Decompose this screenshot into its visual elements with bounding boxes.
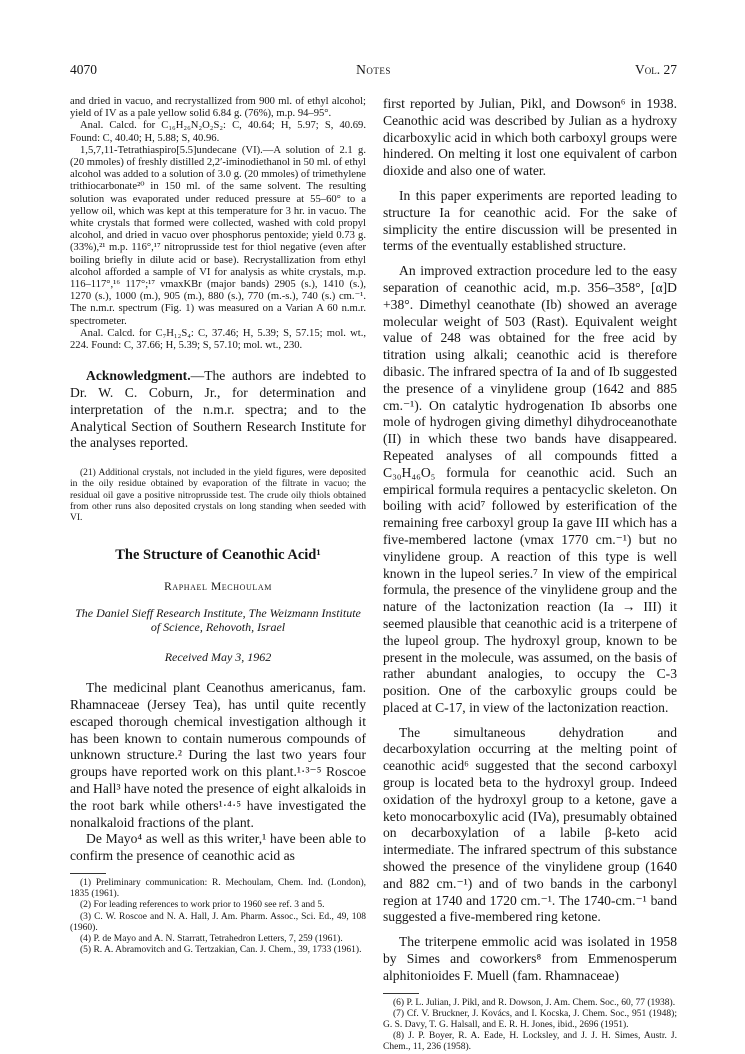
- page-number: 4070: [70, 62, 97, 77]
- affiliation: The Daniel Sieff Research Institute, The Weizmann Institute of Science, Rehovoth, Israel: [75, 606, 361, 635]
- author: Raphael Mechoulam: [164, 581, 272, 594]
- footnote-6: (6) P. L. Julian, J. Pikl, and R. Dowson, J. Am. Chem. Soc., 60, 77 (1938).: [393, 997, 676, 1008]
- right-paragraph-1: first reported by Julian, Pikl, and Dowson⁶ in 1938. Ceanothic acid was described by Julian as a hydroxy dicarboxylic acid in which both carboxyl groups were hindered. On melting it lost one equivalent of carbon dioxide and also one of water.: [383, 96, 677, 179]
- acknowledgment-label: Acknowledgment.: [86, 368, 191, 384]
- right-column: [383, 96, 677, 1054]
- footnote-5: (5) R. A. Abramovitch and G. Tertzakian, Can. J. Chem., 39, 1733 (1961).: [80, 945, 362, 956]
- running-title: Notes: [356, 62, 391, 77]
- page-header: [70, 62, 677, 80]
- left-column: [70, 96, 366, 956]
- experimental-text-1: and dried in vacuo, and recrystallized from 900 ml. of ethyl alcohol; yield of IV as a pale yellow solid 6.84 g. (76%), m.p. 94–95°.: [70, 96, 366, 120]
- right-paragraph-4: The simultaneous dehydration and decarboxylation occurring at the melting point of ceanothic acid⁶ suggested that the second carboxyl group is located beta to the hydroxyl group. Indeed oxidation of the hydroxyl group to a ketone, gave a keto monocarboxylic acid (IVa), presumably obtained on decarboxylation of a labile β-keto acid intermediate. The infrared spectrum of this substance showed the presence of the vinylidene group (1640 and 882 cm.⁻¹) and of two bands in the carbonyl region at 1740 and 1720 cm.⁻¹. The 1740-cm.⁻¹ band suggested a five-membered ring ketone.: [383, 724, 677, 925]
- acknowledgment: [70, 368, 366, 452]
- body-paragraph-2: De Mayo⁴ as well as this writer,¹ have been able to confirm the presence of ceanothic acid as: [70, 831, 366, 864]
- footnote-8: (8) J. P. Boyer, R. A. Eade, H. Locksley, and J. J. H. Simes, Austr. J. Chem., 11, 236 (1958).: [383, 1031, 677, 1053]
- volume-label: Vol. 27: [635, 62, 677, 77]
- footnote-4: (4) P. de Mayo and A. N. Starratt, Tetrahedron Letters, 7, 259 (1961).: [80, 934, 343, 945]
- footnote-21: (21) Additional crystals, not included in the yield figures, were deposited in the oily residue obtained by evaporation of the filtrate in vacuo; the residual oil gave a positive nitroprusside test. The crude oily thiols obtained from other runs also deposited crystals on long standing when seeded with VI.: [70, 468, 366, 524]
- experimental-analysis-2: Anal. Calcd. for C₇H₁₂S₄: C, 37.46; H, 5.39; S, 57.15; mol. wt., 224. Found: C, 37.66; H, 5.39; S, 57.10; mol. wt., 230.: [70, 327, 366, 352]
- footnote-2: (2) For leading references to work prior to 1960 see ref. 3 and 5.: [80, 900, 325, 911]
- received-date: Received May 3, 1962: [164, 650, 272, 665]
- body-paragraph-1: The medicinal plant Ceanothus americanus, fam. Rhamnaceae (Jersey Tea), has until quite recently escaped thorough chemical investigation although it has been known to contain numerous compounds of unknown structure.² During the last two years four groups have reported work on this plant.¹·³⁻⁵ Roscoe and Hall³ have noted the presence of eight alkaloids in the root bark while others¹·⁴·⁵ have investigated the nonalkaloid fractions of the plant.: [70, 680, 366, 830]
- right-paragraph-2: In this paper experiments are reported leading to structure Ia for ceanothic acid. For the sake of simplicity the entire discussion will be presented in terms of the eventually established structure.: [383, 187, 677, 254]
- acknowledgment-text: —The authors are indebted to Dr. W. C. Coburn, Jr., for determination and interpretation of the n.m.r. spectra; and to the Analytical Section of Southern Research Institute for the analyses reported.: [70, 368, 366, 451]
- right-paragraph-5: The triterpene emmolic acid was isolated in 1958 by Simes and coworkers⁸ from Emmenosperum alphitonioides F. Muell (fam. Rhamnaceae): [383, 934, 677, 983]
- article-title: The Structure of Ceanothic Acid¹: [115, 547, 321, 564]
- footnote-3: (3) C. W. Roscoe and N. A. Hall, J. Am. Pharm. Assoc., Sci. Ed., 49, 108 (1960).: [70, 911, 366, 933]
- experimental-analysis-1: Anal. Calcd. for C₁₆H₂₆N₂O₂S₂: C, 40.64; H, 5.97; S, 40.69. Found: C, 40.40; H, 5.88; S, 40.96.: [70, 120, 366, 144]
- footnote-1: (1) Preliminary communication: R. Mechoulam, Chem. Ind. (London), 1835 (1961).: [70, 878, 366, 900]
- footnote-7: (7) Cf. V. Bruckner, J. Kovács, and I. Kocska, J. Chem. Soc., 951 (1948); G. S. Davy, T. G. Halsall, and E. R. H. Jones, ibid., 2696 (1951).: [383, 1008, 677, 1031]
- right-paragraph-3: An improved extraction procedure led to the easy separation of ceanothic acid, m.p. 356–358°, [α]D +38°. Dimethyl ceanothate (Ib) showed an average molecular weight of 503 (Rast). Equivalent weight value of 248 was obtained for the free acid by titration using alkali; ceanothic acid is therefore dibasic. The infrared spectra of Ia and of Ib suggested the presence of a vinylidene group (1642 and 885 cm.⁻¹). On catalytic hydrogenation Ib absorbs one mole of hydrogen giving dimethyl dihydroceanothate (II) in which these two bands have disappeared. Repeated analyses of all compounds fitted a C₃₀H₄₆O₅ formula for ceanothic acid. Such an empirical formula requires a pentacyclic skeleton. On boiling with acid⁷ followed by esterification of the remaining free carboxyl group Ia gave III which has a five-membered lactone (νmax 1770 cm.⁻¹) but no vinylidene group. A reaction of this type is well known in the lupeol series.⁷ In view of the empirical formula, the presence of the vinylidene group and the nature of the lactonization reaction (Ia → III) it seemed plausible that ceanothic acid is a triterpene of the lupeol group. The hydroxyl group, known to be present in the molecule, was assumed, on the basis of rather abundant analogies, to occupy the C-3 position. One of the carboxylic groups could be placed at C-17, in view of the lactonization reaction.: [383, 263, 677, 715]
- experimental-text-2: 1,5,7,11-Tetrathiaspiro[5.5]undecane (VI).—A solution of 2.1 g. (20 mmoles) of freshly distilled 2,2′-iminodiethanol in 50 ml. of ethyl alcohol was added to a solution of 3.0 g. (20 mmoles) of trimethylene trithiocarbonate²⁰ in 150 ml. of the same solvent. The resulting solution was evaporated under reduced pressure at 55–60° to a yellow oil, which was kept at this temperature for 3 hr. in vacuo. The white crystals that formed were collected, washed with cold propyl alcohol, and dried in vacuo over phosphorus pentoxide; yield 0.73 g. (33%),²¹ m.p. 116°,¹⁷ nitroprusside test for thiol negative (even after boiling briefly in dilute acid or base). Recrystallization from ethyl alcohol afforded a sample of VI for analysis as white crystals, m.p. 116–117°,¹⁶ 117°;¹⁷ νmaxKBr (major bands) 2905 (s.), 1410 (s.), 1270 (s.), 1000 (m.), 905 (m.), 880 (s.), 770 (m.-s.), 740 (s.) cm.⁻¹. The n.m.r. spectrum (Fig. 1) was measured on a Varian A 60 n.m.r. spectrometer.: [70, 144, 366, 327]
